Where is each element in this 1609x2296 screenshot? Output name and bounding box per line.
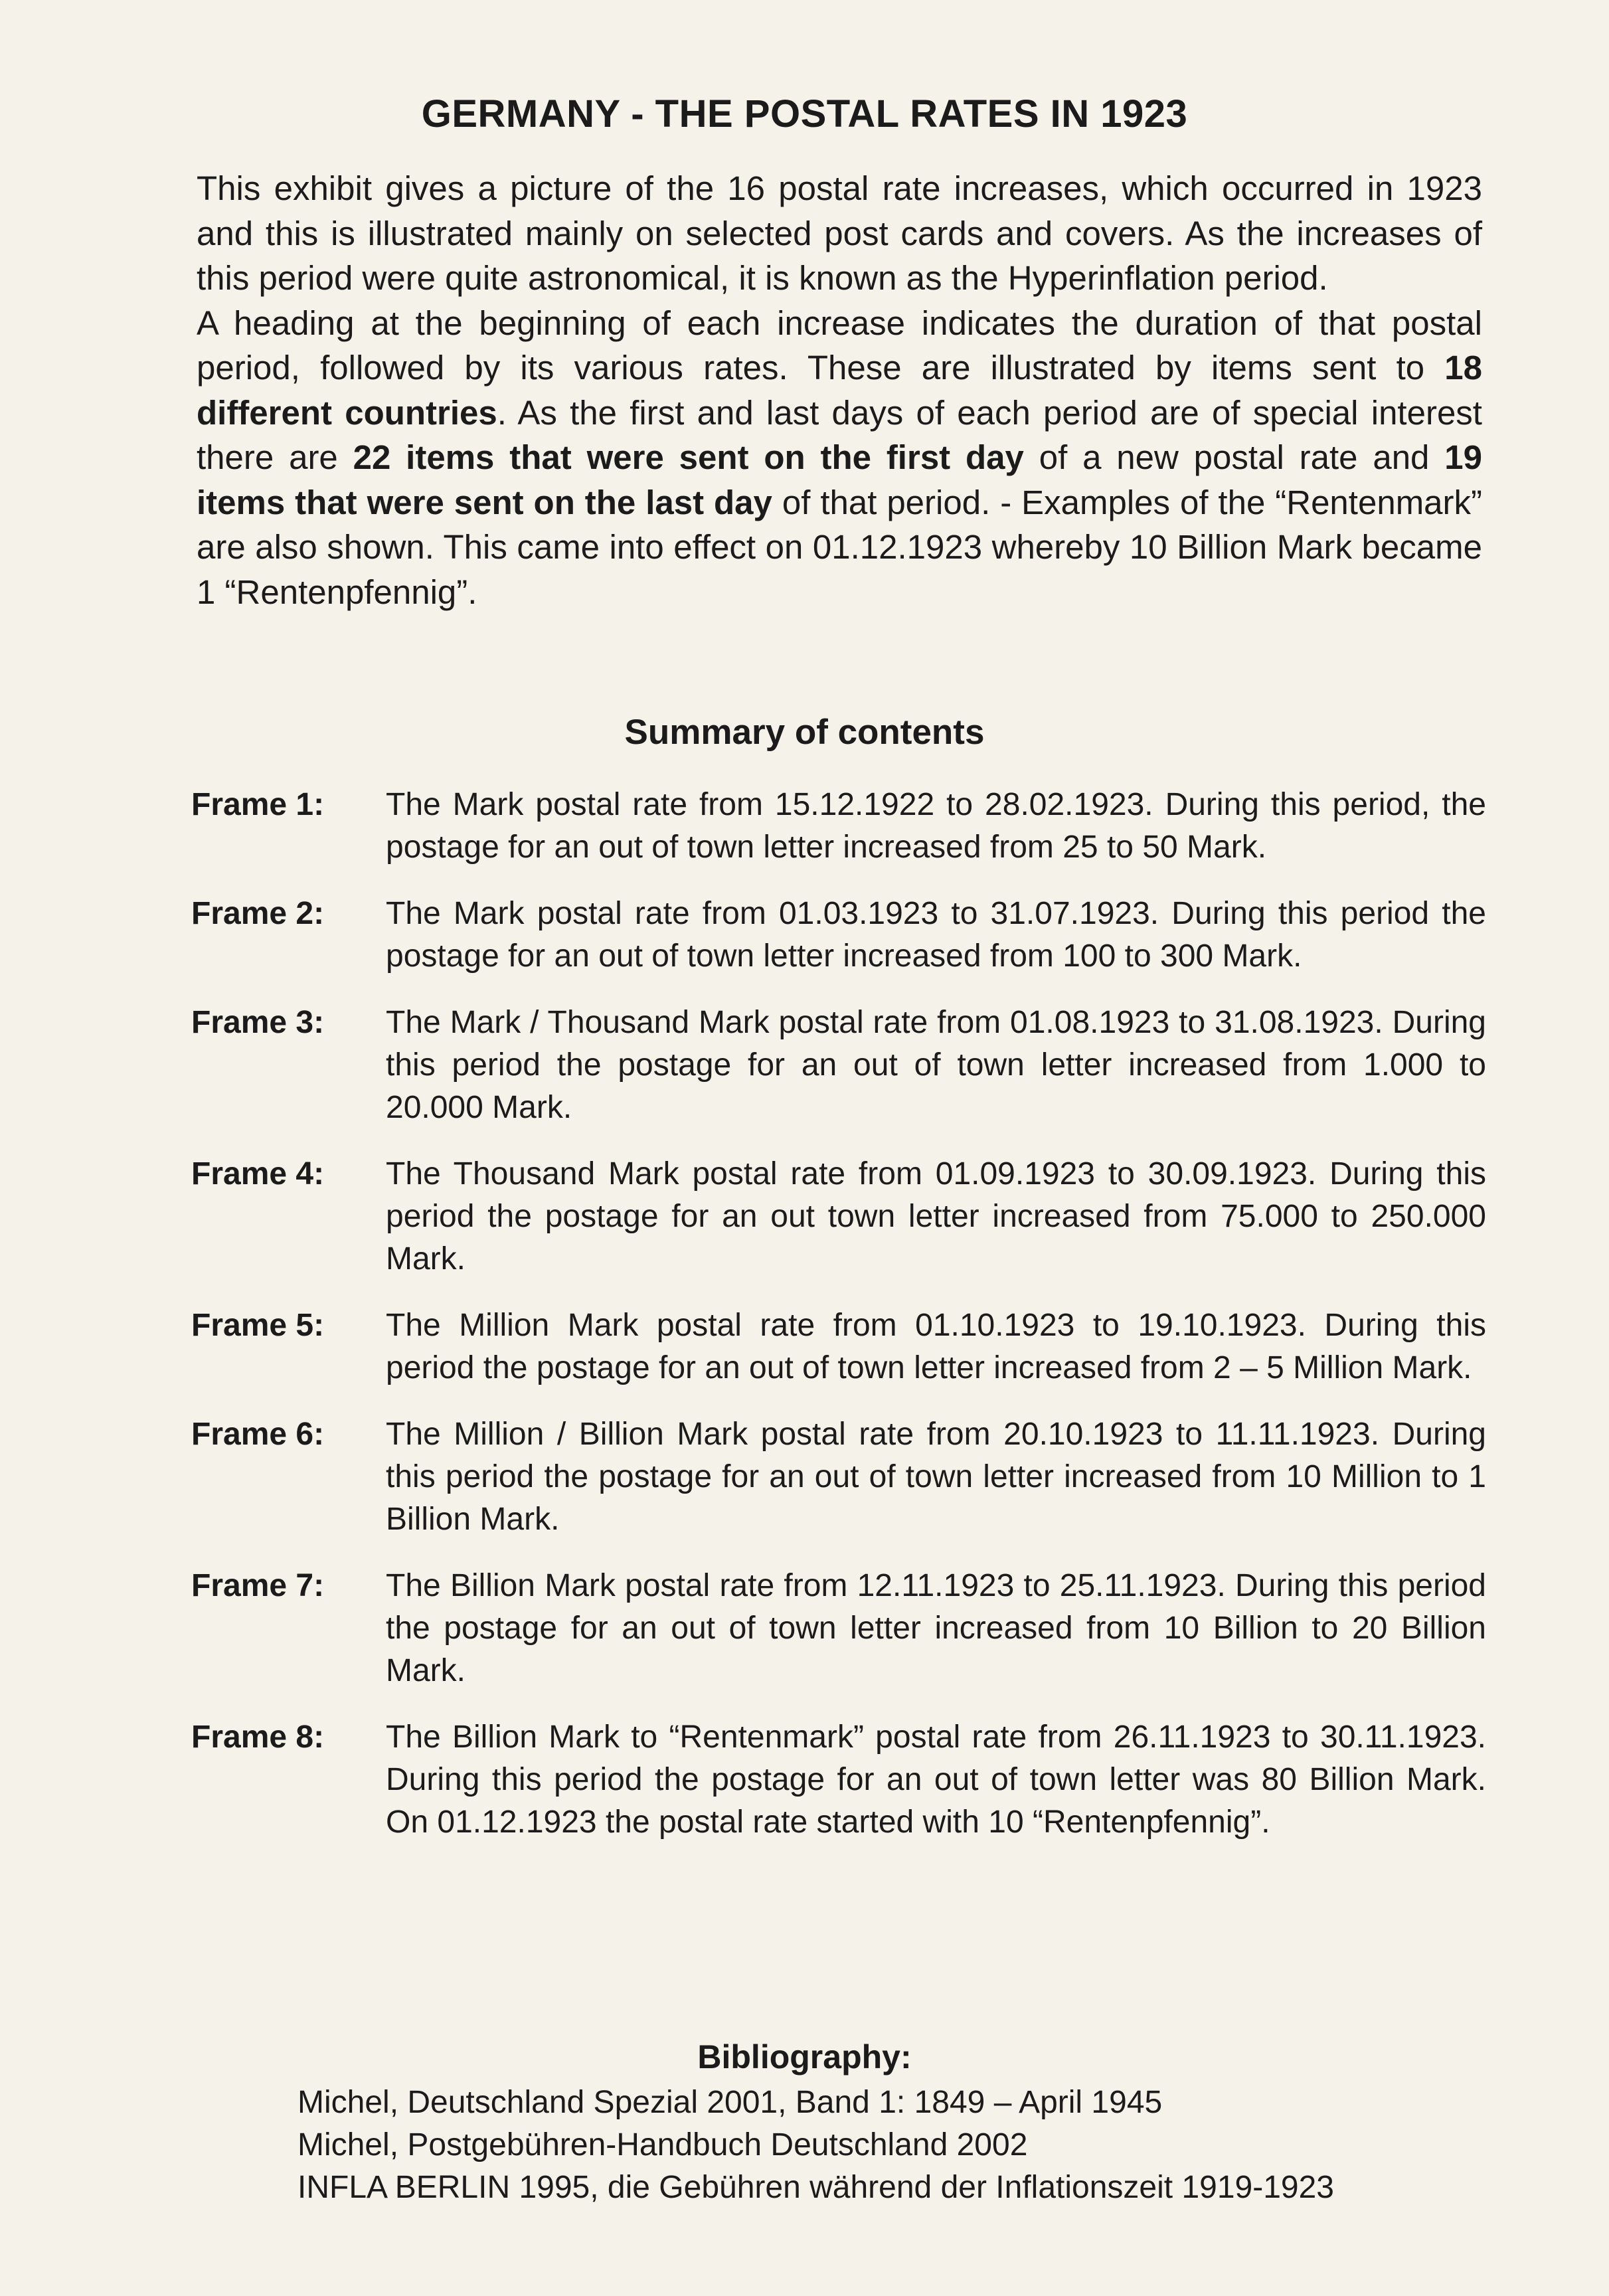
frame-description: The Million Mark postal rate from 01.10.1923 to 19.10.1923. During this period the postage for an out of town letter increased from 2 – 5 Million Mark. — [386, 1308, 1486, 1385]
frame-description: The Mark postal rate from 15.12.1922 to 28.02.1923. During this period, the postage for an out of town letter increased from 25 to 50 Mark. — [386, 787, 1486, 865]
frame-description: The Mark postal rate from 01.03.1923 to 31.07.1923. During this period the postage for an out of town letter increased from 100 to 300 Mark. — [386, 896, 1486, 974]
intro-bold-first-day: 22 items that were sent on the first day — [353, 438, 1024, 476]
intro-bold-countries: 18 different countries — [197, 349, 1482, 432]
frame-label: Frame 6: — [191, 1417, 325, 1452]
frame-label: Frame 5: — [191, 1308, 325, 1343]
frame-label: Frame 7: — [191, 1568, 325, 1603]
frame-label: Frame 4: — [191, 1156, 325, 1192]
frame-entry — [191, 784, 1486, 869]
intro-text-segment: of a new postal rate and — [1023, 438, 1445, 476]
frame-label: Frame 8: — [191, 1720, 325, 1755]
intro-bold-last-day: 19 items that were sent on the last day — [197, 438, 1482, 521]
frame-description: The Mark / Thousand Mark postal rate from 01.08.1923 to 31.08.1923. During this period the postage for an out of town letter increased from 1.000 to 20.000 Mark. — [386, 1005, 1486, 1125]
intro-text — [197, 166, 1482, 614]
frame-description: The Billion Mark to “Rentenmark” postal rate from 26.11.1923 to 30.11.1923. During this period the postage for an out of town letter was 80 Billion Mark. On 01.12.1923 the postal rate started with 10 “Rentenpfennig”. — [386, 1720, 1486, 1840]
frame-entry — [191, 1716, 1486, 1844]
intro-text-segment: . As the first and last days of each period are of special interest there are — [197, 393, 1482, 476]
summary-heading: Summary of contents — [624, 713, 985, 752]
bibliography-item: Michel, Postgebühren-Handbuch Deutschland 2002 — [297, 2127, 1028, 2163]
frame-entry — [191, 1153, 1486, 1280]
bibliography-item: INFLA BERLIN 1995, die Gebühren während der Inflationszeit 1919-1923 — [297, 2170, 1334, 2205]
frame-label: Frame 3: — [191, 1005, 325, 1040]
bibliography-list — [297, 2081, 1559, 2209]
frame-entry — [191, 1002, 1486, 1129]
frame-description: The Billion Mark postal rate from 12.11.1923 to 25.11.1923. During this period the postage for an out of town letter increased from 10 Billion to 20 Billion Mark. — [386, 1568, 1486, 1688]
intro-paragraph-2 — [197, 301, 1482, 615]
intro-text-segment: A heading at the beginning of each increase indicates the duration of that postal period, followed by its various rates. These are illustrated by items sent to — [197, 304, 1482, 387]
bibliography-heading: Bibliography: — [697, 2038, 912, 2075]
frame-description: The Million / Billion Mark postal rate from 20.10.1923 to 11.11.1923. During this period the postage for an out of town letter increased from 10 Million to 1 Billion Mark. — [386, 1417, 1486, 1537]
frame-entry — [191, 893, 1486, 978]
bibliography-item: Michel, Deutschland Spezial 2001, Band 1: 1849 – April 1945 — [297, 2085, 1163, 2120]
frame-entry — [191, 1565, 1486, 1692]
intro-text-segment: of that period. - Examples of the “Rentenmark” are also shown. This came into effect on 01.12.1923 whereby 10 Billion Mark became 1 “Rentenpfennig”. — [197, 483, 1483, 611]
frame-label: Frame 1: — [191, 787, 325, 822]
frame-description: The Thousand Mark postal rate from 01.09.1923 to 30.09.1923. During this period the postage for an out town letter increased from 75.000 to 250.000 Mark. — [386, 1156, 1486, 1277]
frame-entry — [191, 1304, 1486, 1389]
frames-list — [191, 784, 1486, 1868]
frame-entry — [191, 1413, 1486, 1541]
intro-paragraph-1: This exhibit gives a picture of the 16 postal rate increases, which occurred in 1923 and this is illustrated mainly on selected post cards and covers. As the increases of this period were quite astronomical, it is known as the Hyperinflation period. — [197, 169, 1482, 297]
page-title: GERMANY - THE POSTAL RATES IN 1923 — [421, 92, 1188, 135]
frame-label: Frame 2: — [191, 896, 325, 931]
